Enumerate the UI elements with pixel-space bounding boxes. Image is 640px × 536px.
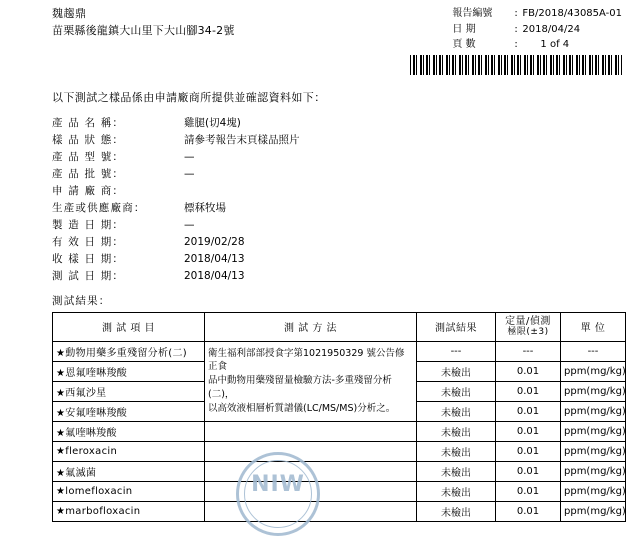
info-value: 標秝牧場 — [184, 201, 226, 214]
info-row-manufacturer — [52, 200, 640, 217]
cell-method-empty — [205, 441, 417, 461]
header-result: 測試結果 — [417, 312, 496, 341]
cell-limit: 0.01 — [496, 401, 561, 421]
cell-item: ★氟喹啉羧酸 — [53, 421, 205, 441]
cell-method — [205, 341, 417, 421]
info-label: 生產或供應廠商： — [52, 201, 146, 214]
cell-unit: ppm(mg/kg) — [561, 441, 626, 461]
meta-row-report-no — [452, 6, 622, 22]
cell-item: ★fleroxacin — [53, 441, 205, 461]
info-row-product-model — [52, 149, 640, 166]
cell-result: 未檢出 — [417, 441, 496, 461]
info-row-product-lot — [52, 166, 640, 183]
cell-method-empty — [205, 421, 417, 441]
info-label: 測 試 日 期： — [52, 269, 125, 282]
info-label: 樣 品 狀 態： — [52, 133, 125, 146]
cell-result: 未檢出 — [417, 461, 496, 481]
cell-unit: ppm(mg/kg) — [561, 461, 626, 481]
meta-row-page — [452, 37, 622, 53]
meta-row-date — [452, 22, 622, 38]
header-method: 測 試 方 法 — [205, 312, 417, 341]
barcode-area — [0, 53, 640, 77]
cell-unit: ppm(mg/kg) — [561, 361, 626, 381]
meta-label-date: 日 期 — [452, 23, 476, 35]
info-row-manufacture-date — [52, 217, 640, 234]
info-label: 產 品 名 稱： — [52, 116, 125, 129]
info-row-applicant — [52, 183, 640, 200]
cell-limit: 0.01 — [496, 381, 561, 401]
info-value: 2018/04/13 — [184, 269, 245, 282]
recipient-name: 魏趨鼎 — [52, 7, 87, 20]
cell-item: ★動物用藥多重殘留分析(二) — [53, 341, 205, 361]
table-row — [53, 441, 626, 461]
cell-limit: 0.01 — [496, 481, 561, 501]
info-label: 產 品 型 號： — [52, 150, 125, 163]
info-value: 2018/04/13 — [184, 252, 245, 265]
cell-result: 未檢出 — [417, 381, 496, 401]
cell-unit: ppm(mg/kg) — [561, 421, 626, 441]
barcode-image — [410, 55, 622, 75]
table-row — [53, 421, 626, 441]
table-row — [53, 341, 626, 361]
info-row-product-name — [52, 115, 640, 132]
seal-text: NIW — [251, 472, 305, 497]
header-limit — [496, 312, 561, 341]
meta-value-date: 2018/04/24 — [522, 23, 581, 35]
info-value: — — [184, 167, 195, 180]
cell-item: ★恩氟喹啉羧酸 — [53, 361, 205, 381]
seal-inner-ring — [244, 460, 312, 528]
info-label: 收 樣 日 期： — [52, 252, 125, 265]
meta-value-page: 1 of 4 — [540, 39, 570, 50]
meta-colon: : — [514, 39, 518, 50]
info-value: 雞腿(切4塊) — [184, 116, 241, 129]
cell-unit: --- — [561, 341, 626, 361]
header-limit-main: 定量/偵測 — [505, 315, 551, 327]
cell-item: ★氟滅菌 — [53, 461, 205, 481]
table-row — [53, 501, 626, 521]
results-table-head — [53, 312, 626, 341]
cell-item: ★marbofloxacin — [53, 501, 205, 521]
results-table — [52, 312, 626, 522]
info-label: 製 造 日 期： — [52, 218, 125, 231]
intro-text: 以下測試之樣品係由申請廠商所提供並確認資料如下： — [52, 90, 326, 104]
info-value: — — [184, 218, 195, 231]
cell-unit: ppm(mg/kg) — [561, 381, 626, 401]
table-row — [53, 481, 626, 501]
info-row-received-date — [52, 251, 640, 268]
cell-limit: 0.01 — [496, 441, 561, 461]
info-value: — — [184, 150, 195, 163]
cell-item: ★安氟喹啉羧酸 — [53, 401, 205, 421]
cell-limit: 0.01 — [496, 461, 561, 481]
results-table-wrap — [0, 308, 640, 522]
sample-info-list — [0, 105, 640, 285]
header-item: 測 試 項 目 — [53, 312, 205, 341]
recipient-block — [52, 6, 235, 39]
cell-item: ★西氟沙星 — [53, 381, 205, 401]
cell-result: 未檢出 — [417, 361, 496, 381]
cell-limit: --- — [496, 341, 561, 361]
info-value: 請參考報告末頁樣品照片 — [184, 133, 300, 146]
info-label: 產 品 批 號： — [52, 167, 125, 180]
report-meta — [452, 6, 622, 53]
info-label: 申 請 廠 商： — [52, 184, 125, 197]
seal-watermark — [236, 452, 320, 536]
method-line-2: 品中動物用藥殘留量檢驗方法-多重殘留分析(二)， — [208, 375, 392, 400]
cell-limit: 0.01 — [496, 361, 561, 381]
meta-colon: : — [514, 8, 518, 19]
info-row-expiry-date — [52, 234, 640, 251]
cell-unit: ppm(mg/kg) — [561, 401, 626, 421]
method-line-3: 以高效液相層析質譜儀(LC/MS/MS)分析之。 — [208, 402, 396, 414]
header-limit-sub: 極限(±3) — [507, 327, 549, 338]
table-header-row — [53, 312, 626, 341]
cell-result: 未檢出 — [417, 401, 496, 421]
cell-unit: ppm(mg/kg) — [561, 481, 626, 501]
meta-value-report-no: FB/2018/43085A-01 — [522, 8, 622, 19]
info-row-sample-state — [52, 132, 640, 149]
recipient-address: 苗栗縣後龍鎮大山里下大山腳34-2號 — [52, 23, 235, 37]
meta-label-page: 頁 數 — [452, 39, 476, 50]
cell-result: 未檢出 — [417, 421, 496, 441]
meta-colon: : — [514, 23, 518, 35]
cell-limit: 0.01 — [496, 501, 561, 521]
cell-result: --- — [417, 341, 496, 361]
header-unit: 單 位 — [561, 312, 626, 341]
cell-item: ★lomefloxacin — [53, 481, 205, 501]
report-header — [0, 0, 640, 53]
info-label: 有 效 日 期： — [52, 235, 125, 248]
cell-result: 未檢出 — [417, 501, 496, 521]
results-table-body — [53, 341, 626, 521]
meta-label-report-no: 報告編號 — [452, 8, 493, 19]
cell-unit: ppm(mg/kg) — [561, 501, 626, 521]
cell-limit: 0.01 — [496, 421, 561, 441]
results-heading: 測試結果： — [52, 294, 111, 307]
info-value: 2019/02/28 — [184, 235, 245, 248]
cell-result: 未檢出 — [417, 481, 496, 501]
info-row-test-date — [52, 268, 640, 285]
table-row — [53, 461, 626, 481]
method-line-1: 衛生福利部部授食字第1021950329 號公告修正食 — [208, 347, 405, 373]
